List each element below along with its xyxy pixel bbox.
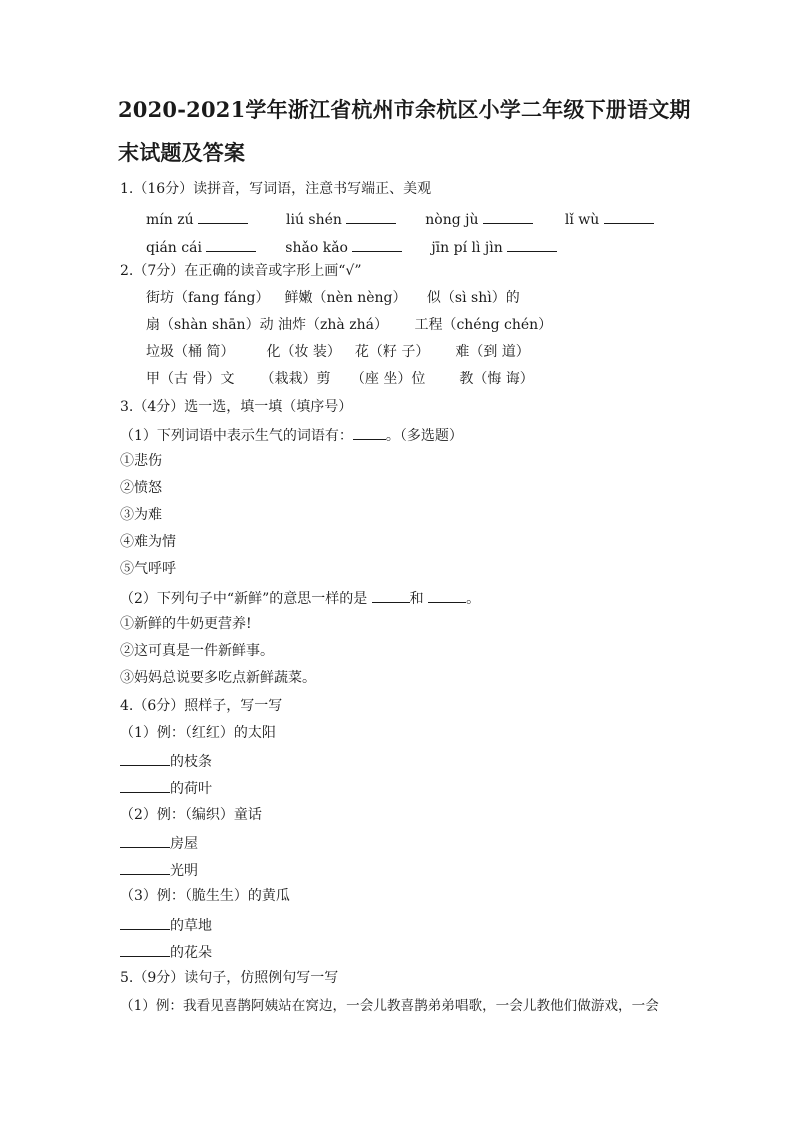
q2-item-9: 难（到 道） — [455, 344, 530, 360]
q3-option-4: ④难为情 — [120, 534, 176, 550]
q1-pinyin-4: lǐ wù — [564, 212, 600, 228]
doc-title-line1: 2020-2021学年浙江省杭州市余杭区小学二年级下册语文期 — [118, 97, 691, 122]
q4-ex3-blank-2[interactable] — [120, 942, 170, 957]
q3-sub1-prompt: （1）下列词语中表示生气的词语有： — [120, 428, 353, 444]
q4-ex3-row-2 — [120, 942, 212, 962]
q3-sub2-answer-blank-1[interactable] — [372, 588, 410, 603]
q3-heading: 3.（4分）选一选，填一填（填序号） — [120, 399, 353, 415]
q1-answer-blank-4[interactable] — [604, 209, 654, 224]
q1-pinyin-1: mín zú — [146, 212, 194, 228]
q1-row2 — [146, 237, 557, 257]
q2-item-12: （座 坐）位 — [350, 371, 426, 387]
q3-sub2-period: 。 — [466, 591, 481, 607]
q4-ex3-word-1: 的草地 — [170, 918, 212, 934]
q5-example-1: （1）例：我看见喜鹊阿姨站在窝边，一会儿教喜鹊弟弟唱歌，一会儿教他们做游戏，一会 — [120, 998, 659, 1014]
q1-pinyin-7: jīn pí lì jìn — [431, 240, 503, 256]
q2-heading: 2.（7分）在正确的读音或字形上画“√” — [120, 263, 362, 279]
q5-heading: 5.（9分）读句子，仿照例句写一写 — [120, 970, 339, 986]
q3-sentence-2: ②这可真是一件新鲜事。 — [120, 643, 274, 659]
q4-ex1-row-2 — [120, 778, 212, 798]
q2-row1 — [146, 289, 520, 307]
q1-pinyin-3: nòng jù — [425, 212, 479, 228]
q2-row2 — [146, 316, 552, 334]
q1-row1 — [146, 209, 654, 229]
q1-answer-blank-1[interactable] — [198, 209, 248, 224]
q3-sub2 — [120, 588, 480, 608]
q4-example-3: （3）例：（脆生生）的黄瓜 — [120, 888, 290, 904]
q2-item-4: 扇（shàn shān）动 油炸（zhà zhá） — [146, 317, 388, 333]
q4-example-1: （1）例：（红红）的太阳 — [120, 725, 276, 741]
q4-ex1-blank-1[interactable] — [120, 751, 170, 766]
q3-sentence-3: ③妈妈总说要多吃点新鲜蔬菜。 — [120, 670, 316, 686]
q2-item-1: 街坊（fang fáng） — [146, 290, 270, 306]
q4-example-2: （2）例：（编织）童话 — [120, 807, 262, 823]
q3-option-2: ②愤怒 — [120, 480, 162, 496]
q3-sub1 — [120, 425, 463, 445]
q4-ex2-row-1 — [120, 833, 198, 853]
q2-item-8: 花（籽 子） — [354, 344, 430, 360]
q2-item-5: 工程（chéng chén） — [414, 317, 553, 333]
q2-item-3: 似（sì shì）的 — [426, 290, 520, 306]
q2-item-2: 鲜嫩（nèn nèng） — [284, 290, 407, 306]
q4-ex3-word-2: 的花朵 — [170, 945, 212, 961]
q4-heading: 4.（6分）照样子，写一写 — [120, 698, 283, 714]
doc-title-line2: 末试题及答案 — [118, 140, 246, 165]
q1-answer-blank-7[interactable] — [507, 237, 557, 252]
q1-answer-blank-6[interactable] — [352, 237, 402, 252]
q2-item-7: 化（妆 装） — [266, 344, 341, 360]
q1-pinyin-5: qián cái — [146, 240, 202, 256]
q4-ex3-row-1 — [120, 915, 212, 935]
q3-sub2-answer-blank-2[interactable] — [428, 588, 466, 603]
q4-ex1-row-1 — [120, 751, 212, 771]
q1-answer-blank-2[interactable] — [346, 209, 396, 224]
q2-item-10: 甲（古 骨）文 — [146, 371, 235, 387]
q1-pinyin-6: shǎo kǎo — [285, 240, 348, 256]
q2-row4 — [146, 370, 534, 388]
q4-ex2-blank-1[interactable] — [120, 833, 170, 848]
q3-sub2-conjunction: 和 — [409, 591, 429, 607]
q3-sub1-answer-blank[interactable] — [353, 425, 386, 440]
q4-ex1-word-1: 的枝条 — [170, 754, 212, 770]
q4-ex2-blank-2[interactable] — [120, 860, 170, 875]
q4-ex2-word-1: 房屋 — [170, 836, 198, 852]
q3-option-1: ①悲伤 — [120, 453, 162, 469]
q2-item-6: 垃圾（桶 简） — [146, 344, 235, 360]
q1-answer-blank-3[interactable] — [483, 209, 533, 224]
q4-ex3-blank-1[interactable] — [120, 915, 170, 930]
q2-item-13: 教（悔 诲） — [459, 371, 534, 387]
q3-option-5: ⑤气呼呼 — [120, 561, 176, 577]
q2-item-11: （栽栽）剪 — [260, 371, 331, 387]
q4-ex1-blank-2[interactable] — [120, 778, 170, 793]
q3-sub2-prompt: （2）下列句子中“新鲜”的意思一样的是 — [120, 591, 372, 607]
q1-answer-blank-5[interactable] — [206, 237, 256, 252]
q1-heading: 1.（16分）读拼音，写词语，注意书写端正、美观 — [120, 181, 432, 197]
q1-pinyin-2: liú shén — [285, 212, 342, 228]
q2-row3 — [146, 343, 530, 361]
q4-ex1-word-2: 的荷叶 — [170, 781, 212, 797]
q3-sub1-note: 。（多选题） — [385, 428, 463, 444]
q3-sentence-1: ①新鲜的牛奶更营养! — [120, 616, 252, 632]
q4-ex2-word-2: 光明 — [170, 863, 198, 879]
q4-ex2-row-2 — [120, 860, 198, 880]
q3-option-3: ③为难 — [120, 507, 162, 523]
